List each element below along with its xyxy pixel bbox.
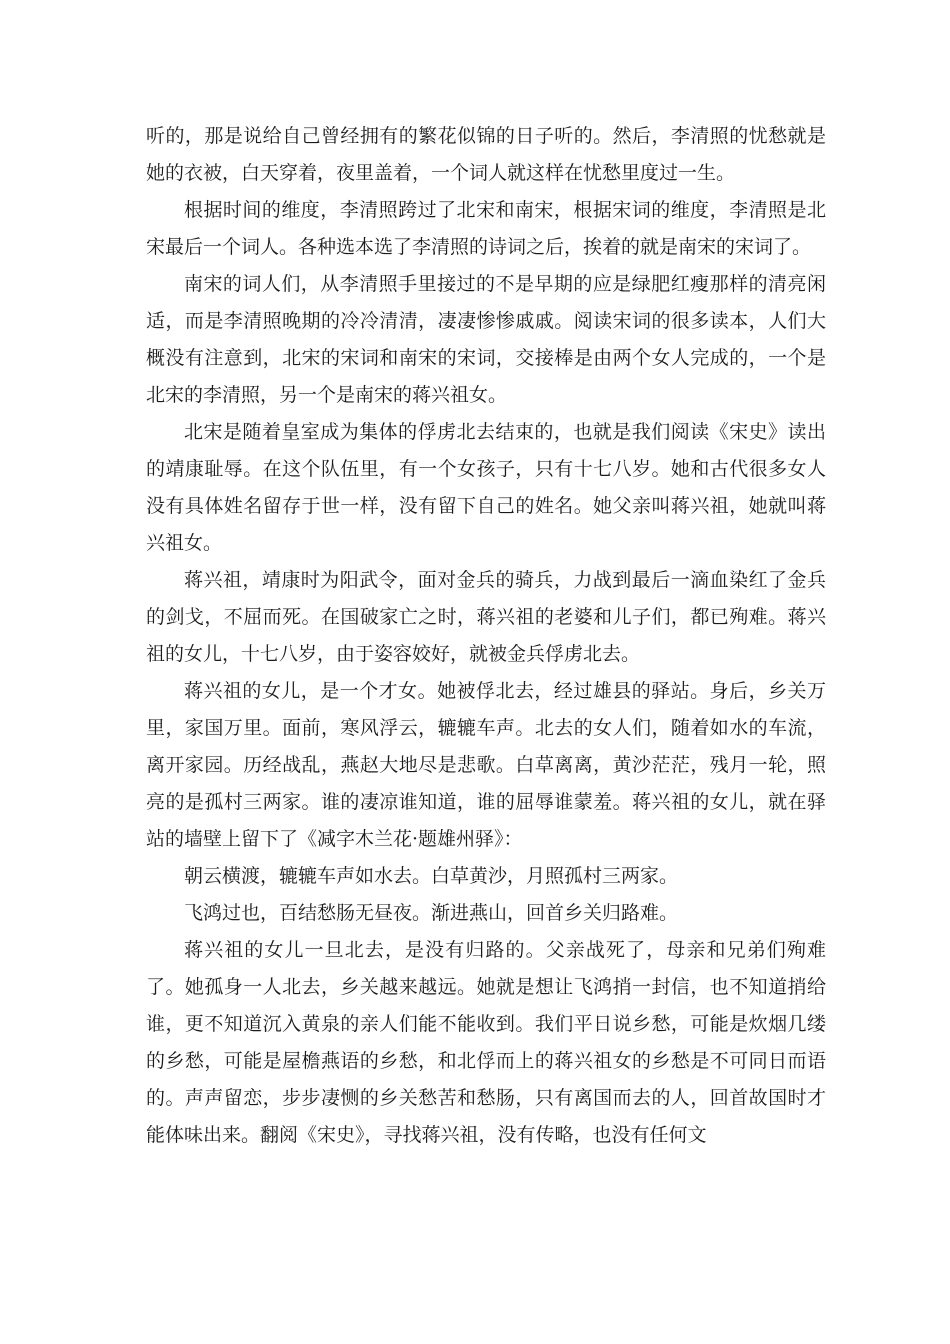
paragraph: 南宋的词人们，从李清照手里接过的不是早期的应是绿肥红瘦那样的清亮闲适，而是李清照晚期的冷冷清清，凄凄惨惨戚戚。阅读宋词的很多读本，人们大概没有注意到，北宋的宋词和南宋的宋词，交接棒是由两个女人完成的，一个是北宋的李清照，另一个是南宋的蒋兴祖女。 bbox=[146, 273, 826, 406]
article-body bbox=[146, 118, 826, 1154]
paragraph-continuation: 听的，那是说给自己曾经拥有的繁花似锦的日子听的。然后，李清照的忧愁就是她的衣被，白天穿着，夜里盖着，一个词人就这样在忧愁里度过一生。 bbox=[146, 125, 826, 184]
paragraph: 蒋兴祖，靖康时为阳武令，面对金兵的骑兵，力战到最后一滴血染红了金兵的剑戈，不屈而死。在国破家亡之时，蒋兴祖的老婆和儿子们，都已殉难。蒋兴祖的女儿，十七八岁，由于姿容姣好，就被金兵俘虏北去。 bbox=[146, 569, 826, 665]
paragraph: 蒋兴祖的女儿一旦北去，是没有归路的。父亲战死了，母亲和兄弟们殉难了。她孤身一人北去，乡关越来越远。她就是想让飞鸿捎一封信，也不知道捎给谁，更不知道沉入黄泉的亲人们能不能收到。我们平日说乡愁，可能是炊烟几缕的乡愁，可能是屋檐燕语的乡愁，和北俘而上的蒋兴祖女的乡愁是不可同日而语的。声声留恋，步步凄恻的乡关愁苦和愁肠，只有离国而去的人，回首故国时才能体味出来。翻阅《宋史》，寻找蒋兴祖，没有传略，也没有任何文 bbox=[146, 939, 826, 1146]
paragraph: 根据时间的维度，李清照跨过了北宋和南宋，根据宋词的维度，李清照是北宋最后一个词人。各种选本选了李清照的诗词之后，挨着的就是南宋的宋词了。 bbox=[146, 199, 826, 258]
poem-line-1: 朝云横渡，辘辘车声如水去。白草黄沙，月照孤村三两家。 bbox=[184, 865, 679, 887]
paragraph: 蒋兴祖的女儿，是一个才女。她被俘北去，经过雄县的驿站。身后，乡关万里，家国万里。面前，寒风浮云，辘辘车声。北去的女人们，随着如水的车流，离开家园。历经战乱，燕赵大地尽是悲歌。白草离离，黄沙茫茫，残月一轮，照亮的是孤村三两家。谁的凄凉谁知道，谁的屈辱谁蒙羞。蒋兴祖的女儿，就在驿站的墙壁上留下了《减字木兰花·题雄州驿》： bbox=[146, 680, 826, 850]
paragraph: 北宋是随着皇室成为集体的俘虏北去结束的，也就是我们阅读《宋史》读出的靖康耻辱。在这个队伍里，有一个女孩子，只有十七八岁。她和古代很多女人没有具体姓名留存于世一样，没有留下自己的姓名。她父亲叫蒋兴祖，她就叫蒋兴祖女。 bbox=[146, 421, 826, 554]
poem-line-2: 飞鸿过也，百结愁肠无昼夜。渐进燕山，回首乡关归路难。 bbox=[184, 902, 679, 924]
